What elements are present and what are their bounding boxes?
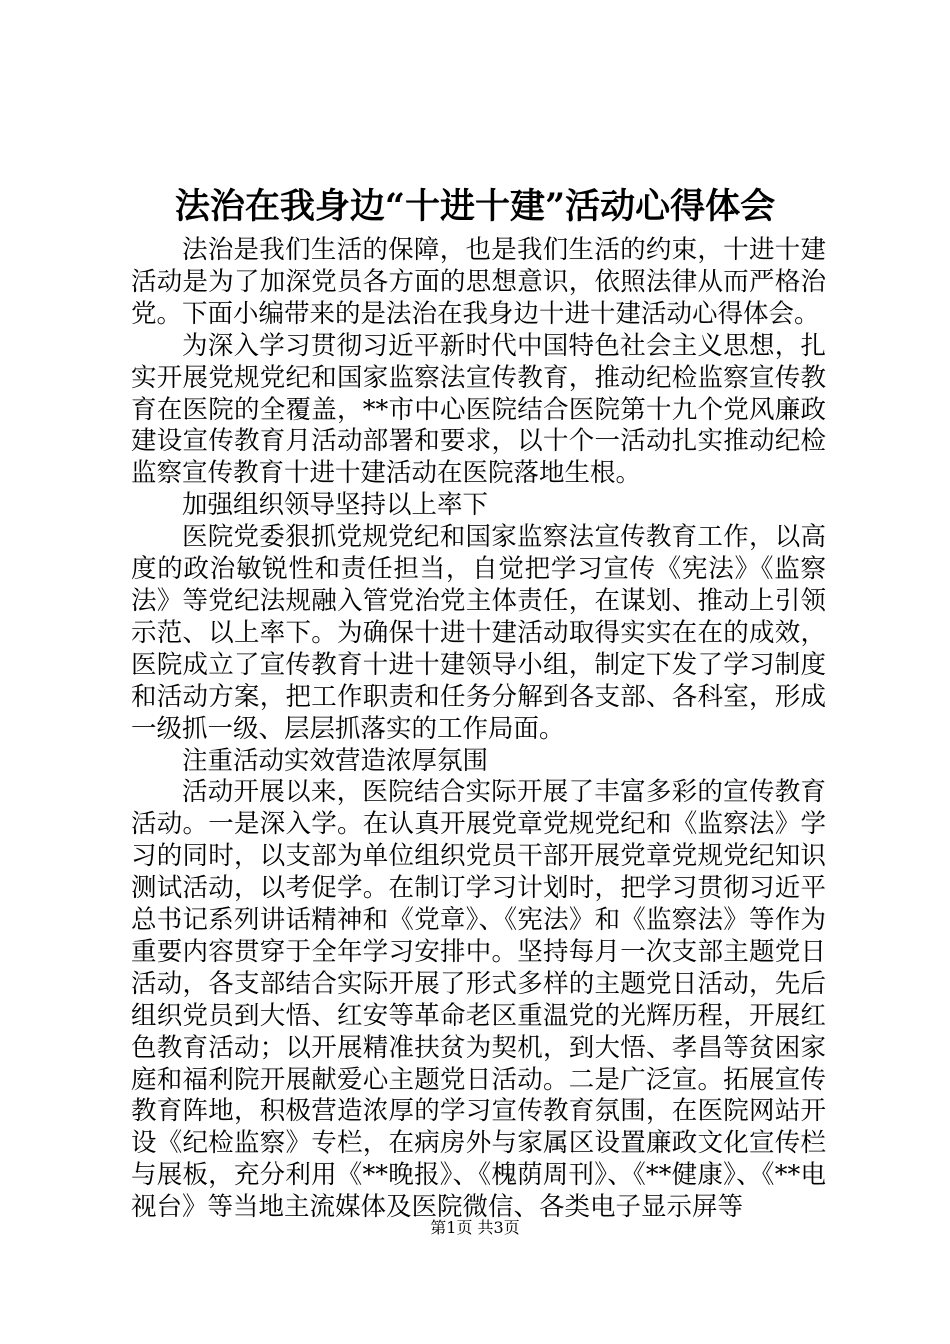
paragraph-intro: 法治是我们生活的保障，也是我们生活的约束，十进十建活动是为了加深党员各方面的思想意识，依照法律从而严格治党。下面小编带来的是法治在我身边十进十建活动心得体会。	[131, 235, 826, 329]
section-heading-activities: 注重活动实效营造浓厚氛围	[182, 745, 489, 776]
section-heading-leadership: 加强组织领导坚持以上率下	[182, 490, 489, 521]
document-title: 法治在我身边“十进十建”活动心得体会	[174, 186, 776, 227]
page-footer: 第1页 共3页	[430, 1218, 520, 1237]
paragraph-activities: 活动开展以来，医院结合实际开展了丰富多彩的宣传教育活动。一是深入学。在认真开展党章党规党纪和《监察法》学习的同时，以支部为单位组织党员干部开展党章党规党纪知识测试活动，以考促学。在制订学习计划时，把学习贯彻习近平总书记系列讲话精神和《党章》、《宪法》和《监察法》等作为重要内容贯穿于全年学习安排中。坚持每月一次支部主题党日活动，各支部结合实际开展了形式多样的主题党日活动，先后组织党员到大悟、红安等革命老区重温党的光辉历程，开展红色教育活动；以开展精准扶贫为契机，到大悟、孝昌等贫困家庭和福利院开展献爱心主题党日活动。二是广泛宣。拓展宣传教育阵地，积极营造浓厚的学习宣传教育氛围，在医院网站开设《纪检监察》专栏，在病房外与家属区设置廉政文化宣传栏与展板，充分利用《**晚报》、《槐荫周刊》、《**健康》、《**电视台》等当地主流媒体及医院微信、各类电子显示屏等	[131, 777, 826, 1223]
paragraph-background: 为深入学习贯彻习近平新时代中国特色社会主义思想，扎实开展党规党纪和国家监察法宣传教育，推动纪检监察宣传教育在医院的全覆盖，**市中心医院结合医院第十九个党风廉政建设宣传教育月活动部署和要求，以十个一活动扎实推动纪检监察宣传教育十进十建活动在医院落地生根。	[131, 330, 826, 489]
document-body	[131, 235, 826, 1224]
paragraph-leadership: 医院党委狠抓党规党纪和国家监察法宣传教育工作，以高度的政治敏锐性和责任担当，自觉把学习宣传《宪法》《监察法》等党纪法规融入管党治党主体责任，在谋划、推动上引领示范、以上率下。为确保十进十建活动取得实实在在的成效，医院成立了宣传教育十进十建领导小组，制定下发了学习制度和活动方案，把工作职责和任务分解到各支部、各科室，形成一级抓一级、层层抓落实的工作局面。	[131, 522, 826, 744]
